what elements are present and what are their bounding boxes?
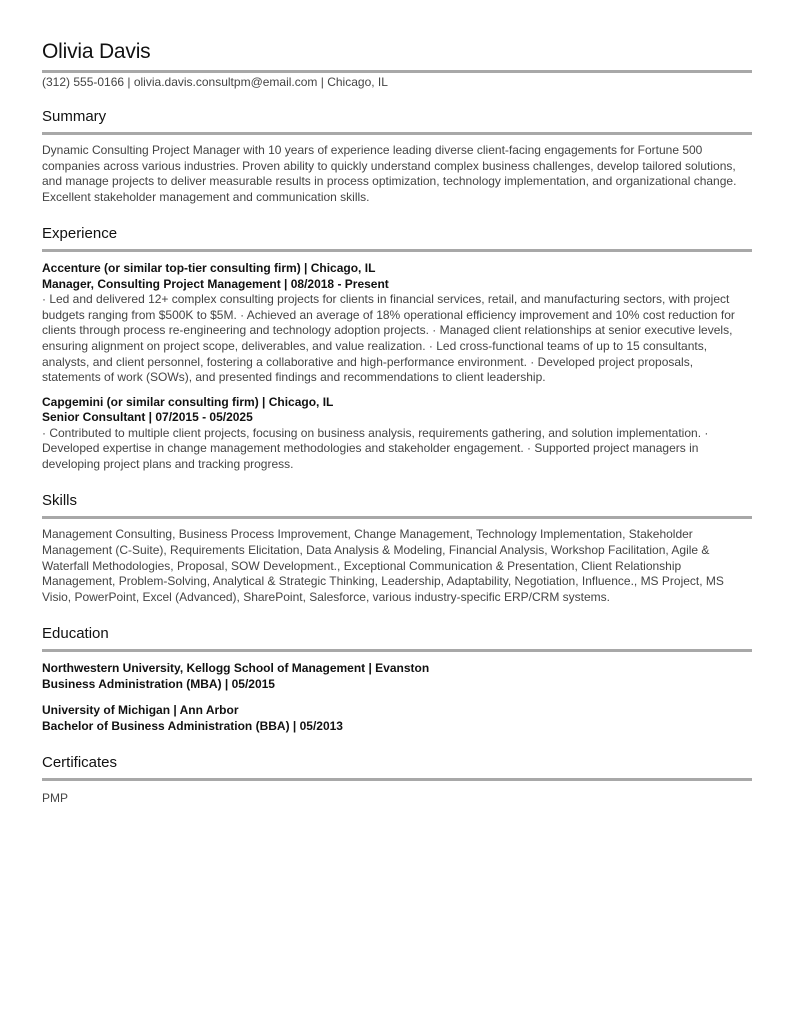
certificate-item: PMP [42, 790, 69, 805]
education-entry [42, 661, 751, 692]
contact-info: (312) 555-0166 | olivia.davis.consultpm@email.com | Chicago, IL [42, 75, 388, 89]
job-role: Manager, Consulting Project Management | 08/2018 - Present [42, 276, 389, 291]
experience-divider [42, 249, 752, 252]
job-details: · Led and delivered 12+ complex consulting projects for clients in financial services, retail, and manufacturing sectors, with project budgets ranging from $500K to $5M. · Achieved an average of 18% operational efficiency improvement and 10% cost reduction for clients through process re-engineering and technology adoption projects. · Managed client relationships at senior executive levels, ensuring alignment on project scope, deliverables, and value realization. · Led cross-functional teams of up to 15 consultants, analysts, and client personnel, fostering a collaborative and high-performance environment. · Developed project proposals, statements of work (SOWs), and presented findings and recommendations to client leadership. [42, 292, 735, 385]
skills-heading: Skills [42, 492, 78, 510]
education-divider [42, 649, 752, 652]
job-company: Capgemini (or similar consulting firm) | Chicago, IL [42, 394, 334, 409]
education-heading: Education [42, 625, 109, 643]
education-entry [42, 703, 751, 734]
candidate-name: Olivia Davis [42, 40, 151, 63]
skills-text: Management Consulting, Business Process Improvement, Change Management, Technology Implementation, Stakeholder Management (C-Suite), Requirements Elicitation, Data Analysis & Modeling, Financial Analysis, Workshop Facilitation, Agile & Waterfall Methodologies, Proposal, SOW Development., Exceptional Communication & Presentation, Client Relationship Management, Problem-Solving, Analytical & Strategic Thinking, Leadership, Adaptability, Negotiation, Influence., MS Project, MS Visio, PowerPoint, Excel (Advanced), SharePoint, Salesforce, various industry-specific ERP/CRM systems. [42, 527, 724, 604]
education-school: Northwestern University, Kellogg School of Management | Evanston [42, 661, 430, 676]
job-entry [42, 395, 751, 473]
summary-divider [42, 132, 752, 135]
summary-text: Dynamic Consulting Project Manager with 10 years of experience leading diverse client-facing engagements for Fortune 500 companies across various industries. Proven ability to quickly understand complex business challenges, develop tailored solutions, and manage projects to deliver measurable results in process optimization, technology implementation, and organizational change. Excellent stakeholder management and communication skills. [42, 143, 737, 204]
education-school: University of Michigan | Ann Arbor [42, 703, 239, 718]
job-entry [42, 261, 751, 385]
job-role: Senior Consultant | 07/2015 - 05/2025 [42, 410, 253, 425]
job-company: Accenture (or similar top-tier consulting firm) | Chicago, IL [42, 261, 376, 276]
education-degree: Business Administration (MBA) | 05/2015 [42, 676, 275, 691]
job-details: · Contributed to multiple client projects, focusing on business analysis, requirements gathering, and solution implementation. · Developed expertise in change management methodologies and stakeholder engagement. · Supported project managers in developing project plans and tracking progress. [42, 425, 709, 471]
education-degree: Bachelor of Business Administration (BBA) | 05/2013 [42, 718, 343, 733]
header-divider [42, 70, 752, 73]
summary-heading: Summary [42, 108, 107, 125]
certificates-divider [42, 778, 752, 781]
certificates-heading: Certificates [42, 753, 118, 771]
experience-heading: Experience [42, 225, 118, 243]
skills-divider [42, 516, 752, 519]
